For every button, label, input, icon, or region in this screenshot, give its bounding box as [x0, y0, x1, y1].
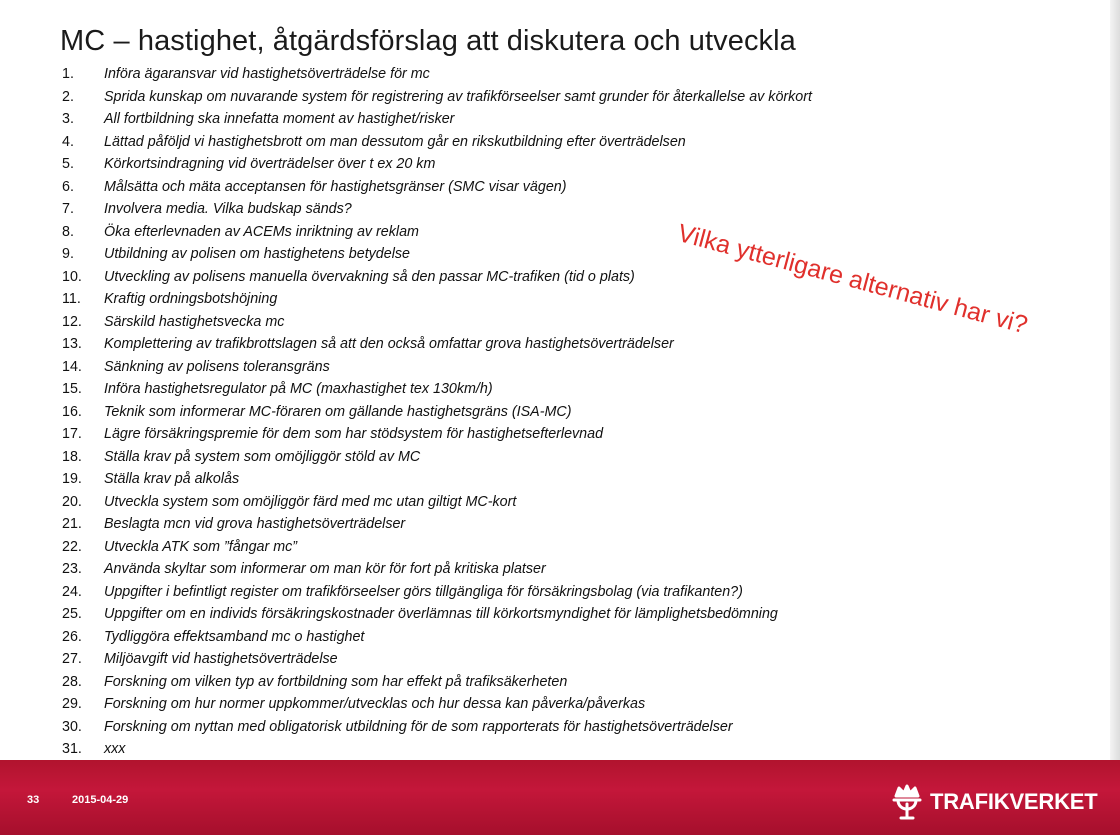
action-list	[62, 63, 812, 761]
list-item-text: Lättad påföljd vi hastighetsbrott om man dessutom går en rikskutbildning efter överträdelsen	[104, 133, 686, 150]
list-item	[62, 378, 812, 401]
list-item-text: xxx	[104, 741, 126, 757]
list-item-number: 2.	[62, 88, 74, 105]
list-item	[62, 671, 812, 694]
list-item-number: 18.	[62, 448, 82, 465]
list-item-text: Tydliggöra effektsamband mc o hastighet	[104, 628, 365, 645]
list-item-number: 3.	[62, 111, 74, 127]
list-item-number: 1.	[62, 66, 74, 82]
list-item-text: All fortbildning ska innefatta moment av hastighet/risker	[104, 111, 455, 127]
list-item-number: 24.	[62, 583, 82, 600]
list-item-text: Ställa krav på alkolås	[104, 471, 240, 487]
list-item	[62, 693, 812, 716]
handwritten-question: Vilka ytterligare alternativ har vi?	[674, 219, 1031, 340]
list-item	[62, 108, 812, 131]
list-item-number: 21.	[62, 516, 82, 532]
list-item-number: 20.	[62, 493, 82, 510]
list-item	[62, 738, 812, 761]
list-item	[62, 266, 812, 289]
list-item-number: 13.	[62, 336, 82, 352]
list-item-number: 31.	[62, 741, 82, 757]
list-item	[62, 648, 812, 671]
list-item	[62, 153, 812, 176]
list-item	[62, 423, 812, 446]
list-item	[62, 536, 812, 559]
list-item	[62, 356, 812, 379]
list-item-number: 4.	[62, 133, 74, 150]
list-item-text: Öka efterlevnaden av ACEMs inriktning av reklam	[104, 223, 419, 240]
list-item-number: 6.	[62, 178, 74, 195]
list-item-text: Utveckling av polisens manuella övervakning så den passar MC-trafiken (tid o plats)	[104, 268, 635, 285]
list-item-text: Särskild hastighetsvecka mc	[104, 313, 285, 330]
list-item-number: 30.	[62, 718, 82, 735]
list-item-number: 11.	[62, 291, 81, 307]
list-item	[62, 131, 812, 154]
list-item	[62, 198, 812, 221]
list-item-text: Utveckla ATK som ”fångar mc”	[104, 538, 298, 555]
list-item-text: Forskning om nyttan med obligatorisk utbildning för de som rapporterats för hastighetsöverträdelser	[104, 718, 733, 735]
slide-edge	[1110, 0, 1120, 760]
list-item-number: 28.	[62, 673, 82, 690]
slide-date: 2015-04-29	[72, 794, 129, 806]
list-item	[62, 513, 812, 536]
list-item	[62, 446, 812, 469]
list-item-number: 26.	[62, 628, 82, 645]
list-item-text: Utbildning av polisen om hastighetens betydelse	[104, 246, 410, 262]
list-item-number: 16.	[62, 403, 82, 420]
list-item-number: 19.	[62, 471, 82, 487]
list-item-text: Utveckla system som omöjliggör färd med mc utan giltigt MC-kort	[104, 493, 517, 510]
trafikverket-logo	[890, 782, 1098, 822]
list-item	[62, 176, 812, 199]
list-item-number: 10.	[62, 268, 82, 285]
list-item-text: Involvera media. Vilka budskap sänds?	[104, 201, 352, 217]
list-item-text: Körkortsindragning vid överträdelser över t ex 20 km	[104, 156, 436, 172]
list-item-text: Uppgifter om en individs försäkringskostnader överlämnas till körkortsmyndighet för lämplighetsbedömning	[104, 606, 778, 622]
list-item-text: Införa hastighetsregulator på MC (maxhastighet tex 130km/h)	[104, 381, 493, 397]
list-item	[62, 558, 812, 581]
list-item-text: Målsätta och mäta acceptansen för hastighetsgränser (SMC visar vägen)	[104, 178, 567, 195]
list-item-number: 22.	[62, 538, 82, 555]
slide-number: 33	[27, 794, 40, 806]
list-item-number: 27.	[62, 651, 82, 667]
list-item-text: Komplettering av trafikbrottslagen så att den också omfattar grova hastighetsöverträdelser	[104, 336, 674, 352]
list-item	[62, 603, 812, 626]
list-item-number: 8.	[62, 223, 74, 240]
list-item-text: Införa ägaransvar vid hastighetsöverträdelse för mc	[104, 66, 430, 82]
list-item	[62, 581, 812, 604]
list-item	[62, 716, 812, 739]
list-item-number: 17.	[62, 426, 82, 442]
list-item-number: 5.	[62, 156, 74, 172]
list-item-text: Uppgifter i befintligt register om trafikförseelser görs tillgängliga för försäkringsbolag (via trafikanten?)	[104, 583, 743, 600]
list-item-text: Kraftig ordningsbotshöjning	[104, 291, 278, 307]
list-item	[62, 63, 812, 86]
list-item	[62, 311, 812, 334]
list-item-number: 23.	[62, 561, 82, 577]
list-item-number: 15.	[62, 381, 82, 397]
list-item-number: 25.	[62, 606, 82, 622]
list-item-number: 12.	[62, 313, 82, 330]
list-item-number: 29.	[62, 696, 82, 712]
list-item	[62, 86, 812, 109]
list-item	[62, 333, 812, 356]
list-item-text: Teknik som informerar MC-föraren om gällande hastighetsgräns (ISA-MC)	[104, 403, 572, 420]
list-item-text: Använda skyltar som informerar om man kör för fort på kritiska platser	[104, 561, 546, 577]
list-item	[62, 626, 812, 649]
list-item-text: Ställa krav på system som omöjliggör stöld av MC	[104, 448, 421, 465]
list-item-text: Miljöavgift vid hastighetsöverträdelse	[104, 651, 338, 667]
list-item-text: Lägre försäkringspremie för dem som har stödsystem för hastighetsefterlevnad	[104, 426, 604, 442]
crown-logo-icon	[890, 782, 924, 822]
list-item	[62, 491, 812, 514]
slide-title: MC – hastighet, åtgärdsförslag att diskutera och utveckla	[60, 25, 796, 58]
list-item-text: Beslagta mcn vid grova hastighetsöverträdelser	[104, 516, 406, 532]
logo-text: TRAFIKVERKET	[930, 789, 1098, 814]
list-item-number: 7.	[62, 201, 74, 217]
list-item-text: Forskning om hur normer uppkommer/utvecklas och hur dessa kan påverka/påverkas	[104, 696, 646, 712]
list-item-text: Forskning om vilken typ av fortbildning som har effekt på trafiksäkerheten	[104, 673, 568, 690]
list-item	[62, 468, 812, 491]
list-item-text: Sänkning av polisens toleransgräns	[104, 358, 330, 375]
list-item-text: Sprida kunskap om nuvarande system för registrering av trafikförseelser samt grunder för återkallelse av körkort	[104, 88, 812, 105]
list-item-number: 14.	[62, 358, 82, 375]
list-item	[62, 401, 812, 424]
list-item	[62, 288, 812, 311]
list-item-number: 9.	[62, 246, 74, 262]
footer-bar	[0, 760, 1120, 835]
